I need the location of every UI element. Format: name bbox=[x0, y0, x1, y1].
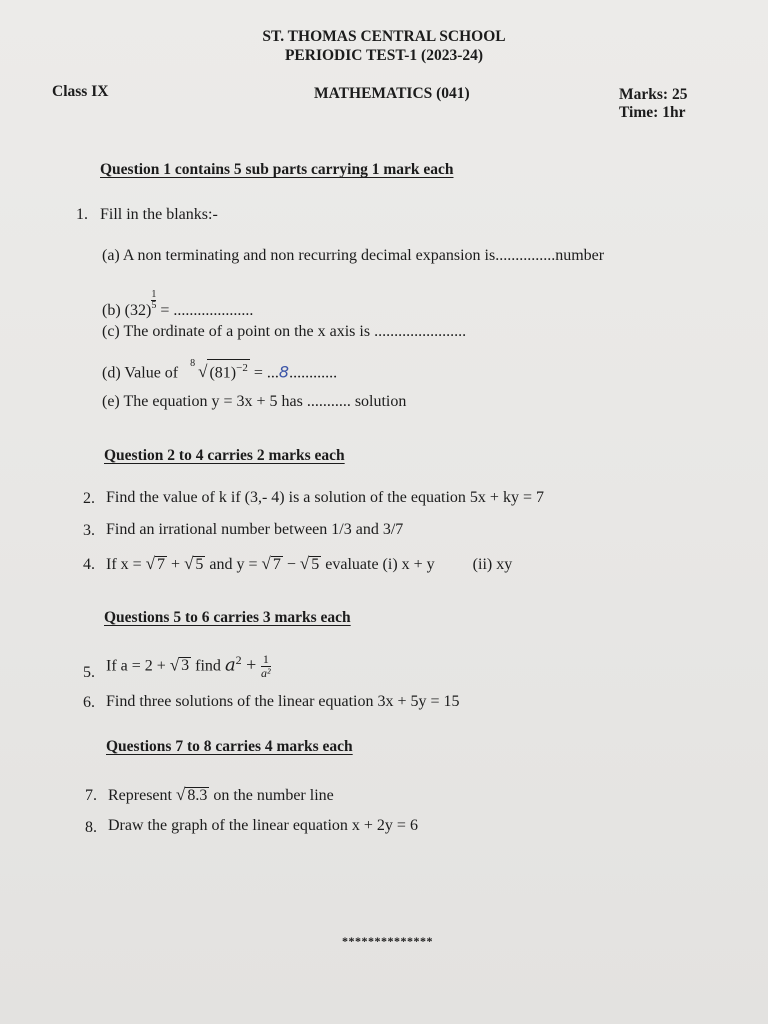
q5-plus: + bbox=[241, 654, 261, 675]
q5-number: 5. bbox=[83, 664, 95, 681]
q1c-text: (c) The ordinate of a point on the x axis is ....................... bbox=[102, 323, 467, 340]
q1b-blank: = .................... bbox=[156, 302, 254, 319]
section-1-heading: Question 1 contains 5 sub parts carrying 1 mark each bbox=[100, 161, 454, 178]
q4-part: + bbox=[167, 556, 185, 573]
q1-number: 1. bbox=[76, 206, 88, 223]
q4-part: − bbox=[282, 556, 300, 573]
q7-text bbox=[108, 785, 334, 805]
q4-part-i: evaluate (i) x + y bbox=[321, 556, 435, 573]
marks-label: Marks: 25 bbox=[619, 86, 688, 103]
q1d-equals: = ... bbox=[249, 364, 279, 382]
class-label: Class IX bbox=[52, 83, 109, 100]
school-name: ST. THOMAS CENTRAL SCHOOL bbox=[262, 28, 506, 45]
q2-text: Find the value of k if (3,- 4) is a solution of the equation 5x + ky = 7 bbox=[106, 489, 544, 506]
q1d-radicand: (81) bbox=[209, 364, 237, 382]
q4-part-ii: (ii) xy bbox=[472, 556, 513, 573]
subject-label: MATHEMATICS (041) bbox=[314, 85, 470, 102]
q8-text: Draw the graph of the linear equation x + 2y = 6 bbox=[108, 817, 418, 834]
sqrt-sign: √ bbox=[261, 554, 271, 573]
q4-radicand: 7 bbox=[272, 556, 281, 573]
q1d-radical bbox=[190, 358, 250, 382]
q3-text: Find an irrational number between 1/3 and 3/7 bbox=[106, 521, 404, 538]
section-4-heading: Questions 7 to 8 carries 4 marks each bbox=[106, 738, 353, 755]
q1d-handwritten-answer: 8 bbox=[278, 362, 290, 382]
q5-text bbox=[106, 653, 271, 680]
q5-part: If a = 2 + bbox=[106, 657, 170, 675]
q4-part: and y = bbox=[205, 556, 262, 573]
q5-frac-den: a² bbox=[261, 666, 271, 681]
section-2-heading: Question 2 to 4 carries 2 marks each bbox=[104, 447, 345, 464]
q7-part: Represent bbox=[108, 787, 176, 804]
q4-number: 4. bbox=[83, 556, 95, 573]
q1b-exp-den: 5 bbox=[151, 300, 157, 311]
q4-part: If x = bbox=[106, 556, 146, 573]
q6-number: 6. bbox=[83, 694, 95, 711]
q7-part: on the number line bbox=[209, 787, 334, 804]
sqrt-sign: √ bbox=[145, 554, 156, 573]
end-stars: ************** bbox=[342, 934, 433, 948]
sqrt-sign: √ bbox=[169, 655, 180, 675]
q4-radicand: 7 bbox=[157, 556, 166, 573]
q5-radicand: 3 bbox=[181, 657, 190, 675]
q5-variable: a bbox=[224, 654, 236, 676]
q1d-prefix: (d) Value of bbox=[102, 364, 179, 382]
sqrt-sign: √ bbox=[299, 554, 310, 573]
q1b-exp-num: 1 bbox=[151, 289, 157, 300]
q1d-text bbox=[102, 359, 337, 382]
q1a-text: (a) A non terminating and non recurring decimal expansion is...............number bbox=[102, 247, 605, 264]
q1-text: Fill in the blanks:- bbox=[100, 206, 218, 223]
q4-text bbox=[106, 554, 512, 574]
q5-part: find bbox=[191, 657, 225, 675]
q5-fraction bbox=[261, 653, 271, 680]
q1e-text: (e) The equation y = 3x + 5 has ........... solution bbox=[102, 393, 407, 410]
q7-number: 7. bbox=[85, 787, 97, 804]
q4-radicand: 5 bbox=[311, 556, 320, 573]
q1d-power: −2 bbox=[236, 362, 248, 374]
q8-number: 8. bbox=[85, 819, 97, 836]
q6-text: Find three solutions of the linear equation 3x + 5y = 15 bbox=[106, 693, 460, 710]
q5-exponent: 2 bbox=[235, 653, 242, 667]
section-3-heading: Questions 5 to 6 carries 3 marks each bbox=[104, 609, 351, 626]
q1b-text bbox=[102, 290, 253, 320]
q2-number: 2. bbox=[83, 490, 95, 507]
q1d-root-index: 8 bbox=[190, 358, 196, 370]
test-title: PERIODIC TEST-1 (2023-24) bbox=[284, 47, 484, 64]
q4-radicand: 5 bbox=[195, 556, 204, 573]
q1b-base: (b) (32) bbox=[102, 302, 152, 319]
q5-frac-num: 1 bbox=[262, 652, 269, 667]
q1d-dots: ............ bbox=[289, 364, 338, 382]
sqrt-sign: √ bbox=[184, 554, 194, 573]
sqrt-sign: √ bbox=[175, 785, 186, 804]
q3-number: 3. bbox=[83, 522, 95, 539]
time-label: Time: 1hr bbox=[619, 104, 686, 121]
q1d-radical-sign: √ bbox=[198, 362, 208, 382]
q7-radicand: 8.3 bbox=[187, 787, 208, 804]
